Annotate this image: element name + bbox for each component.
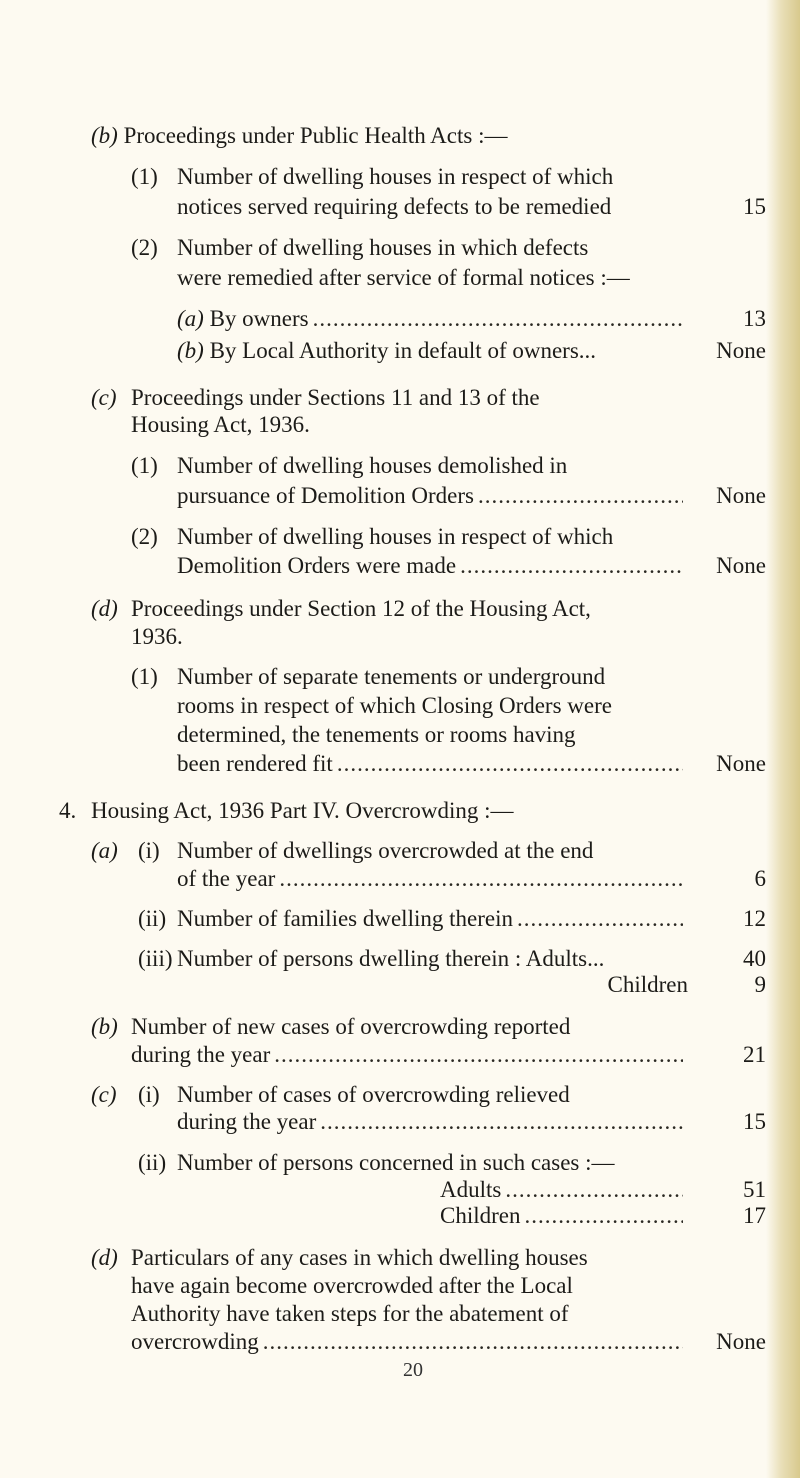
dot-leader [279,864,683,894]
section-c-label-text: (c) [91,385,117,410]
c2-line1: Number of dwelling houses in respect of which [177,524,614,549]
page-number: 20 [403,1359,423,1381]
b2b-label: (b) [177,338,204,363]
s4a-i-value: 6 [754,866,766,891]
s4d-line4: overcrowding [131,1329,259,1354]
section-c-line2: Housing Act, 1936. [131,412,310,437]
dot-leader [517,904,683,934]
s4c-label [91,1080,117,1110]
s4b-label [91,1012,118,1042]
s4b-value: 21 [743,1042,766,1067]
section-4-heading: Housing Act, 1936 Part IV. Overcrowding :— [91,798,514,823]
dot-leader [313,304,683,334]
c2-num: (2) [131,524,158,549]
s4c-i-num: (i) [138,1082,160,1107]
dot-leader [274,1040,683,1070]
dot-leader [525,1201,684,1231]
s4a-iii-children-value: 9 [754,972,766,997]
c1-line1: Number of dwelling houses demolished in [177,453,568,478]
b2b-text: By Local Authority in default of owners... [209,338,597,363]
c2-line2: Demolition Orders were made [177,553,457,578]
section-d-label-text: (d) [91,596,118,621]
s4c-i-line2: during the year [177,1109,317,1134]
section-c-label [91,383,117,413]
b2a-value: 13 [743,306,766,331]
s4c-adults-value: 51 [743,1177,766,1202]
d1-value: None [716,751,766,776]
section-d-line2: 1936. [131,624,183,649]
b2-line1: Number of dwelling houses in which defects [177,235,589,260]
s4d-label-text: (d) [91,1245,118,1270]
s4b-line1: Number of new cases of overcrowding reported [131,1014,571,1039]
dot-leader [320,1107,683,1137]
b2-num: (2) [131,235,158,260]
s4c-ii-line1: Number of persons concerned in such cases :— [177,1150,615,1175]
s4b-row [131,1040,687,1070]
s4a-ii-row [177,904,687,934]
b1-num: (1) [131,164,158,189]
s4a-label-text: (a) [91,838,118,863]
s4d-line2: have again become overcrowded after the Local [131,1273,573,1298]
b2a-label: (a) [177,306,204,331]
s4a-ii-value: 12 [743,906,766,931]
s4a-iii-text: Number of persons dwelling therein : Adults... [177,946,605,971]
s4d-value: None [716,1329,766,1354]
dot-leader [337,749,683,779]
s4c-label-text: (c) [91,1082,117,1107]
s4c-i-line1: Number of cases of overcrowding relieved [177,1082,570,1107]
s4a-iii-adults-value: 40 [743,946,766,971]
section-4-number: 4. [59,798,77,823]
page-edge [766,0,800,1478]
s4c-adults-label: Adults [440,1177,502,1202]
c1-value: None [716,483,766,508]
s4a-i-line1: Number of dwellings overcrowded at the end [177,838,594,863]
s4a-i-num: (i) [138,838,160,863]
d1-line4: been rendered fit [177,751,333,776]
b2-line2: were remedied after service of formal notices :— [177,265,630,290]
s4d-row [131,1327,687,1357]
section-d-label [91,594,118,624]
b1-line2: notices served requiring defects to be remedied [177,194,612,219]
s4c-i-value: 15 [743,1109,766,1134]
c1-row [177,481,687,511]
d1-num: (1) [131,664,158,689]
b1-value: 15 [743,194,766,219]
s4d-line3: Authority have taken steps for the abatement of [131,1301,569,1326]
b2a-row [177,304,687,334]
s4a-i-row [177,864,687,894]
section-b-label: (b) [91,123,118,148]
s4a-ii-text: Number of families dwelling therein [177,906,513,931]
section-b-heading [91,121,507,151]
b2b-row [177,336,596,366]
s4c-ii-num: (ii) [138,1150,167,1175]
s4d-label [91,1243,118,1273]
s4c-children-value: 17 [743,1203,766,1228]
c1-line2: pursuance of Demolition Orders [177,483,475,508]
s4d-line1: Particulars of any cases in which dwelling houses [131,1245,588,1270]
b2a-text: By owners [209,306,309,331]
d1-line2: rooms in respect of which Closing Orders were [177,693,612,718]
dot-leader [460,551,683,581]
c2-value: None [716,553,766,578]
s4a-iii-children-label: Children [607,972,688,997]
s4a-iii-num: (iii) [138,946,173,971]
s4c-children-row [440,1201,687,1231]
section-d-line1: Proceedings under Section 12 of the Housing Act, [131,596,591,621]
s4c-i-row [177,1107,687,1137]
b1-line1: Number of dwelling houses in respect of which [177,164,614,189]
c1-num: (1) [131,453,158,478]
s4a-ii-num: (ii) [138,906,167,931]
s4a-label [91,836,118,866]
section-b-heading-text: Proceedings under Public Health Acts :— [123,123,508,148]
s4a-i-line2: of the year [177,866,276,891]
d1-line3: determined, the tenements or rooms having [177,722,576,747]
b2b-value: None [716,338,766,363]
d1-line1: Number of separate tenements or underground [177,664,606,689]
s4b-line2: during the year [131,1042,271,1067]
s4c-children-label: Children [440,1203,521,1228]
dot-leader [263,1327,683,1357]
dot-leader [478,481,683,511]
section-c-line1: Proceedings under Sections 11 and 13 of the [131,385,540,410]
c2-row [177,551,687,581]
d1-row [177,749,687,779]
s4b-label-text: (b) [91,1014,118,1039]
